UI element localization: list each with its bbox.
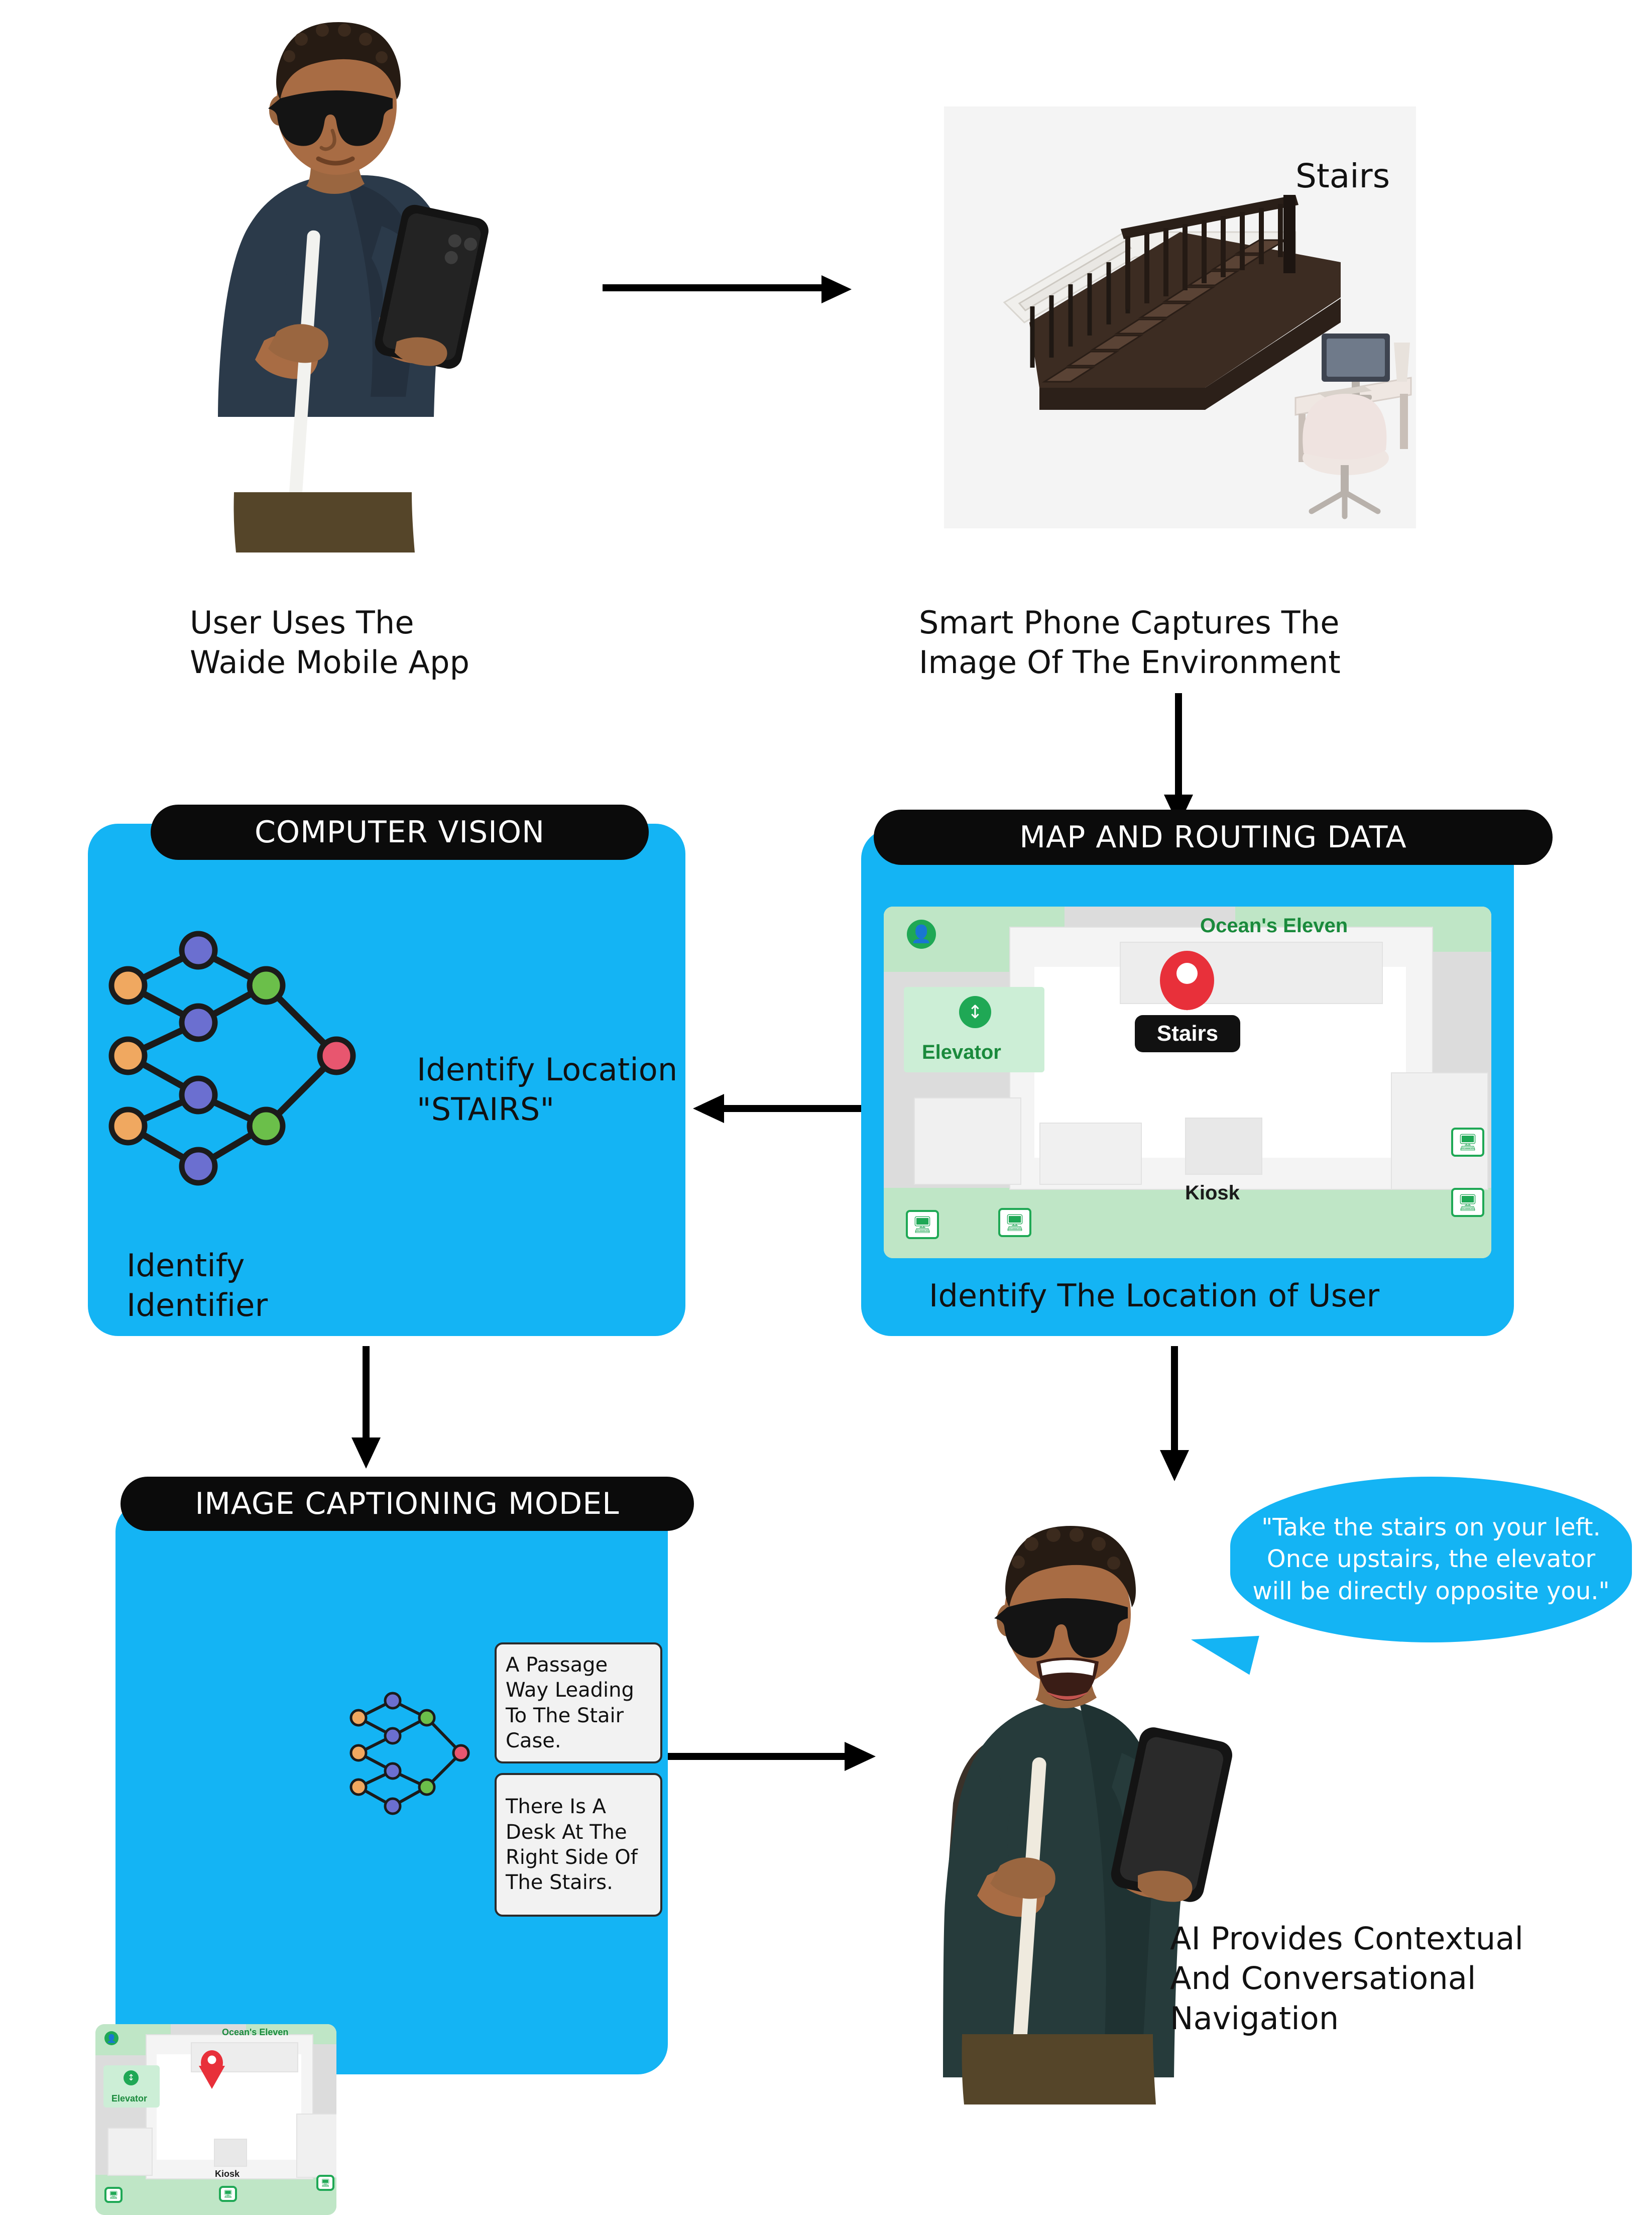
arrow-map-to-cv <box>693 1095 874 1125</box>
mini-indoor-map[interactable] <box>95 2024 336 2215</box>
map-routing-caption-text: Identify The Location of User <box>929 1277 1380 1314</box>
minimap-label-kiosk: Kiosk <box>215 2169 240 2179</box>
elevator-icon[interactable]: ↕ <box>959 996 991 1028</box>
user-illustration-1 <box>146 10 517 552</box>
map-routing-pill <box>874 810 1553 865</box>
step2-caption-line1: Smart Phone Captures The <box>919 604 1340 641</box>
indoor-map[interactable] <box>884 907 1491 1258</box>
caption-box-2-text: There Is A Desk At The Right Side Of The Stairs. <box>506 1795 638 1895</box>
arrow-cv-to-captioning <box>351 1346 382 1467</box>
image-captioning-pill <box>121 1477 694 1531</box>
computer-vision-pill <box>151 805 649 860</box>
minimap-screen-icon-1[interactable]: 🖥 <box>104 2187 123 2203</box>
step2-caption-line2: Image Of The Environment <box>919 644 1341 681</box>
step1-caption <box>190 603 571 683</box>
map-routing-caption <box>929 1276 1506 1315</box>
arrow-user-to-phone <box>603 277 854 297</box>
minimap-screen-icon-3[interactable]: 🖥 <box>316 2175 334 2191</box>
cv-footer-line1: Identify <box>127 1247 245 1284</box>
captioning-neural-network-graphic <box>346 1688 477 1838</box>
restroom-icon[interactable]: 👤 <box>907 920 936 949</box>
info-screen-icon-1[interactable]: 🖥 <box>906 1210 939 1239</box>
cv-output-line2: "STAIRS" <box>417 1091 555 1128</box>
output-caption <box>1170 1919 1622 2038</box>
computer-vision-pill-label: COMPUTER VISION <box>255 815 545 850</box>
minimap-label-oceans-eleven: Ocean's Eleven <box>222 2027 289 2037</box>
cv-output-line1: Identify Location <box>417 1051 678 1088</box>
map-label-elevator: Elevator <box>922 1041 1001 1063</box>
cv-footer-line2: Identifier <box>127 1287 268 1324</box>
minimap-screen-icon-2[interactable]: 🖥 <box>219 2186 237 2202</box>
image-captioning-pill-label: IMAGE CAPTIONING MODEL <box>195 1486 620 1521</box>
speech-bubble-text: "Take the stairs on your left. Once upstairs, the elevator will be directly opposite you." <box>1252 1513 1610 1605</box>
map-routing-pill-label: MAP AND ROUTING DATA <box>1019 820 1407 855</box>
step2-caption <box>919 603 1471 683</box>
info-screen-icon-2[interactable]: 🖥 <box>998 1208 1031 1237</box>
speech-bubble <box>1230 1477 1632 1642</box>
environment-photo <box>944 106 1416 528</box>
step1-caption-line1: User Uses The <box>190 604 414 641</box>
map-label-kiosk: Kiosk <box>1185 1182 1240 1204</box>
map-pin[interactable] <box>1160 951 1214 1010</box>
minimap-label-elevator: Elevator <box>111 2093 148 2103</box>
minimap-elevator-icon[interactable]: ↕ <box>124 2070 139 2085</box>
photo-label-stairs: Stairs <box>1295 157 1390 195</box>
neural-network-graphic <box>100 924 412 1236</box>
output-caption-line2: And Conversational <box>1170 1960 1476 1997</box>
info-screen-icon-3[interactable]: 🖥 <box>1451 1128 1484 1157</box>
arrow-map-to-output <box>1160 1346 1190 1482</box>
step1-caption-line2: Waide Mobile App <box>190 644 470 681</box>
minimap-restroom-icon[interactable]: 👤 <box>104 2031 119 2045</box>
output-caption-line3: Navigation <box>1170 2000 1339 2037</box>
info-screen-icon-4[interactable]: 🖥 <box>1451 1188 1484 1217</box>
map-pin-tag: Stairs <box>1135 1015 1240 1052</box>
map-label-oceans-eleven: Ocean's Eleven <box>1200 915 1348 937</box>
caption-box-1 <box>495 1642 662 1763</box>
cv-output-text <box>417 1050 678 1130</box>
arrow-phone-to-map <box>1164 693 1194 824</box>
caption-box-1-text: A Passage Way Leading To The Stair Case. <box>506 1653 634 1752</box>
minimap-pin[interactable] <box>201 2050 223 2075</box>
caption-box-2 <box>495 1773 662 1917</box>
cv-footer-text <box>127 1246 358 1325</box>
output-caption-line1: AI Provides Contextual <box>1170 1920 1523 1957</box>
